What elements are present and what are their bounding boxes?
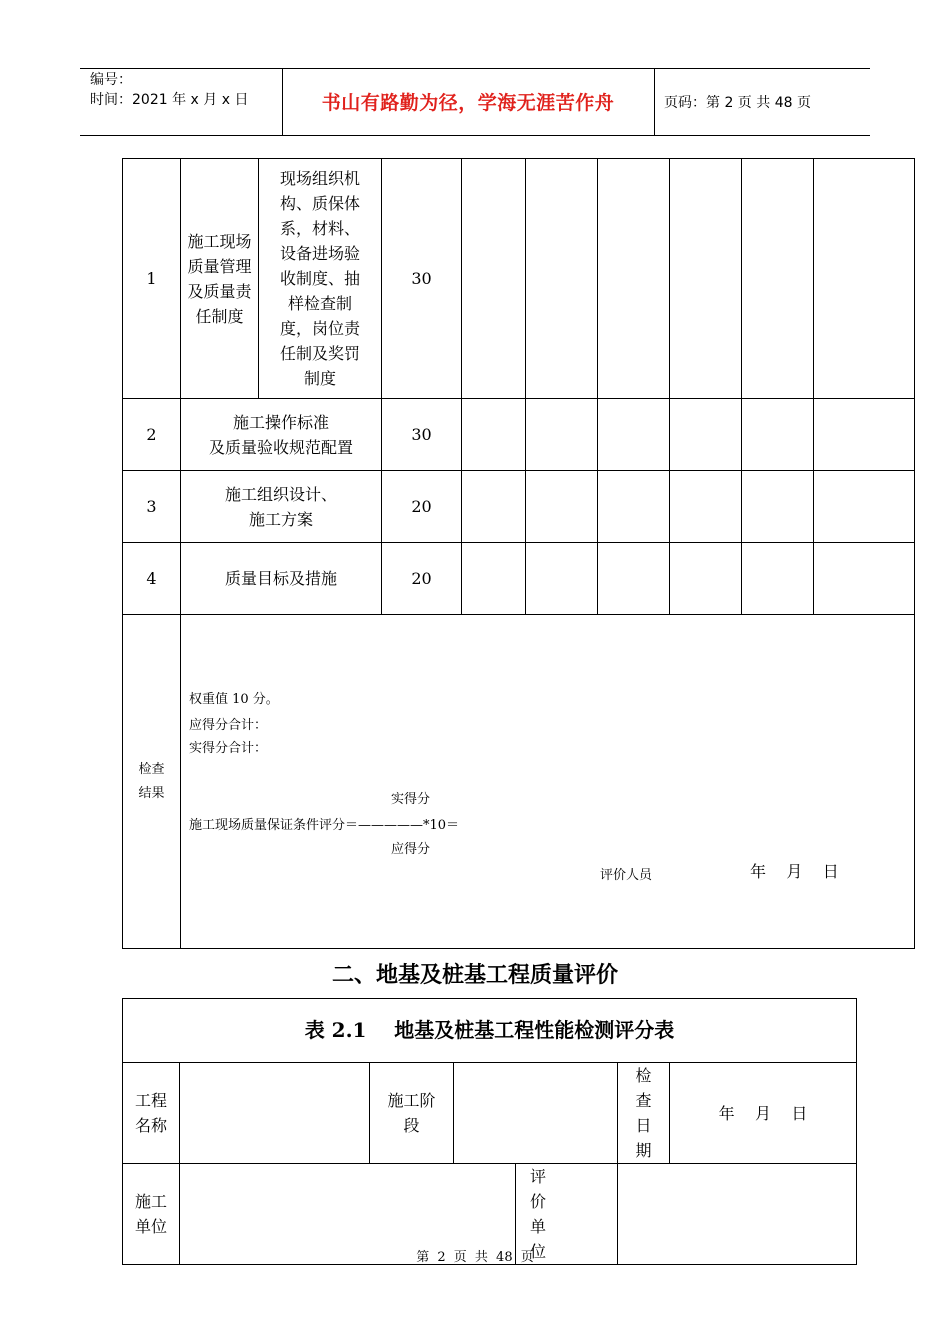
score-cell <box>670 471 742 543</box>
score-cell <box>742 399 814 471</box>
item-name: 质量目标及措施 <box>181 543 382 615</box>
header-top-rule <box>80 68 870 69</box>
item-name <box>181 399 382 471</box>
quality-condition-table <box>122 158 915 949</box>
table-row <box>123 471 915 543</box>
item-name-line: 施工操作标准 <box>232 412 329 432</box>
header-meta <box>90 70 248 110</box>
table-row <box>123 543 915 615</box>
header-divider <box>654 68 655 136</box>
header-motto: 书山有路勤为径，学海无涯苦作舟 <box>321 92 615 114</box>
score-cell <box>598 543 670 615</box>
item-name-line: 施工组织设计、 <box>224 484 337 504</box>
evaluator-label: 评价人员 <box>600 868 653 883</box>
result-content <box>181 615 915 949</box>
result-label-line: 结果 <box>138 785 165 801</box>
score-cell <box>670 399 742 471</box>
page-footer: 第 2 页 共 48 页 <box>416 1250 534 1265</box>
score-cell <box>598 159 670 399</box>
table-title: 表 2.1 地基及桩基工程性能检测评分表 <box>123 999 857 1063</box>
table-row <box>123 399 915 471</box>
should-total-text: 应得分合计： <box>189 718 268 733</box>
row-number: 4 <box>123 543 181 615</box>
stage-label: 施工阶段 <box>370 1063 454 1164</box>
score-cell <box>814 543 915 615</box>
serial-label: 编号： <box>90 72 132 88</box>
standard-score: 20 <box>382 471 462 543</box>
formula-numerator: 实得分 <box>391 792 431 807</box>
item-name-line: 及质量验收规范配置 <box>208 437 353 457</box>
score-cell <box>670 543 742 615</box>
score-cell <box>742 543 814 615</box>
row-number: 3 <box>123 471 181 543</box>
score-cell <box>814 159 915 399</box>
table-row <box>123 159 915 399</box>
result-label <box>123 615 181 949</box>
score-cell <box>598 471 670 543</box>
score-cell <box>814 471 915 543</box>
score-cell <box>814 399 915 471</box>
result-row <box>123 615 915 949</box>
score-cell <box>462 159 526 399</box>
score-cell <box>598 399 670 471</box>
row-number: 2 <box>123 399 181 471</box>
evaluation-date: 年 月 日 <box>750 862 839 881</box>
row-number: 1 <box>123 159 181 399</box>
check-date-label: 检查日期 <box>618 1063 670 1164</box>
evaluation-unit-label: 评价单位 <box>516 1164 618 1265</box>
score-cell <box>526 471 598 543</box>
standard-score: 30 <box>382 399 462 471</box>
score-cell <box>670 159 742 399</box>
result-label-line: 检查 <box>138 761 165 777</box>
standard-score: 30 <box>382 159 462 399</box>
score-cell <box>462 543 526 615</box>
item-name: 施工现场质量管理及质量责任制度 <box>181 159 259 399</box>
table-title-row <box>123 999 857 1063</box>
header-page-label: 页码：第 2 页 共 48 页 <box>664 95 811 111</box>
foundation-performance-table <box>122 998 857 1265</box>
item-name <box>181 471 382 543</box>
time-label: 时间：2021 年 x 月 x 日 <box>90 92 249 108</box>
section-title: 二、地基及桩基工程质量评价 <box>331 962 618 988</box>
header-bottom-rule <box>80 135 870 136</box>
standard-score: 20 <box>382 543 462 615</box>
weight-text: 权重值 10 分。 <box>189 692 279 707</box>
score-cell <box>526 399 598 471</box>
actual-total-text: 实得分合计： <box>189 741 268 756</box>
item-detail: 现场组织机构、质保体系，材料、设备进场验收制度、抽样检查制度，岗位责任制及奖罚制度 <box>259 159 382 399</box>
item-name-line: 施工方案 <box>248 509 313 529</box>
score-cell <box>742 159 814 399</box>
formula-text: 施工现场质量保证条件评分＝—————*10＝ <box>189 818 460 833</box>
score-cell <box>462 399 526 471</box>
score-cell <box>526 543 598 615</box>
score-cell <box>526 159 598 399</box>
project-name-label: 工程名称 <box>123 1063 180 1164</box>
project-name-value <box>180 1063 370 1164</box>
construction-unit-label: 施工单位 <box>123 1164 180 1265</box>
check-date-value: 年 月 日 <box>670 1063 857 1164</box>
score-cell <box>742 471 814 543</box>
stage-value <box>454 1063 618 1164</box>
score-cell <box>462 471 526 543</box>
table-row <box>123 1063 857 1164</box>
formula-denominator: 应得分 <box>391 842 431 857</box>
